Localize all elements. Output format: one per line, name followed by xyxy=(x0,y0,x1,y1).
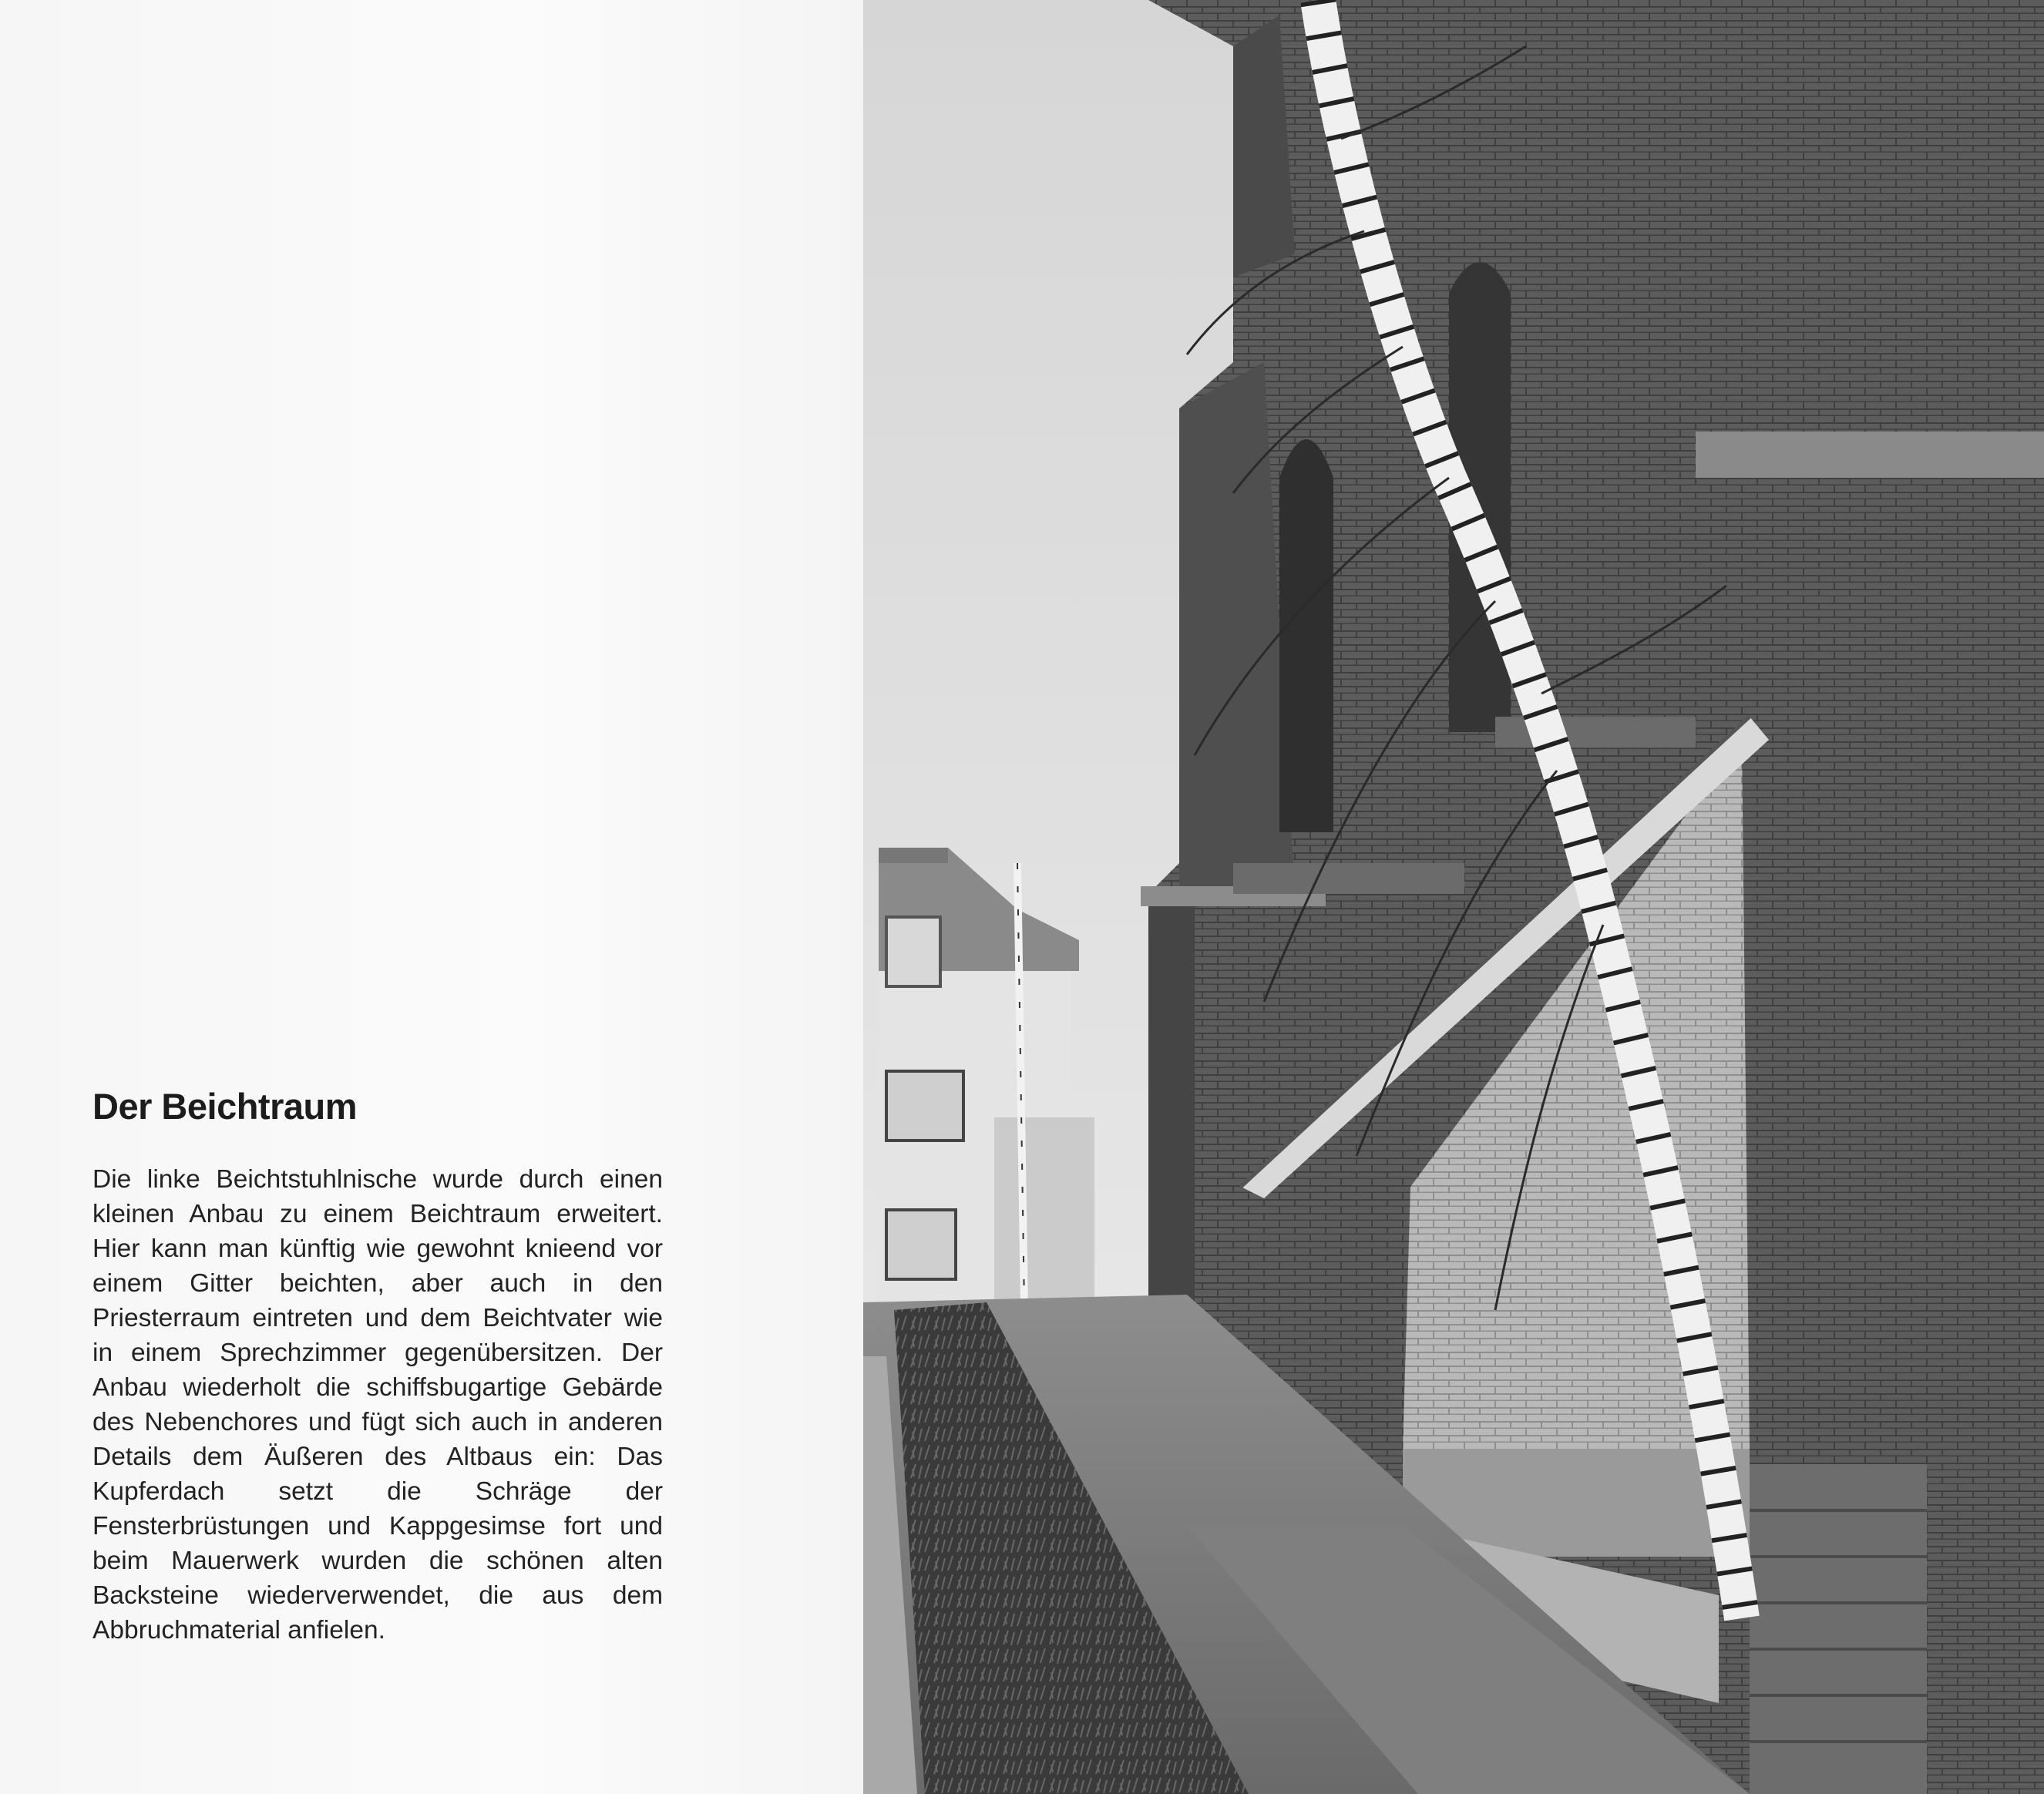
text-page xyxy=(0,0,871,1794)
article-heading: Der Beichtraum xyxy=(92,1086,357,1127)
article-body: Die linke Beichtstuhlnische wurde durch einen kleinen Anbau zu einem Beichtraum erweitert. Hier kann man künftig wie gewohnt knieend vor einem Gitter beichten, aber auch in den Priesterraum eintreten und dem Beichtvater wie in einem Sprechzimmer gegenübersitzen. Der Anbau wiederholt die schiffsbugartige Gebärde des Nebenchores und fügt sich auch in anderen Details dem Äußeren des Altbaus ein: Das Kupferdach setzt die Schräge der Fensterbrüstungen und Kappgesimse fort und beim Mauerwerk wurden die schönen alten Backsteine wiederverwendet, die aus dem Abbruchmaterial anfielen. xyxy=(92,1165,663,1644)
church-photograph xyxy=(863,0,2044,1794)
church-photo-icon xyxy=(863,0,2044,1794)
